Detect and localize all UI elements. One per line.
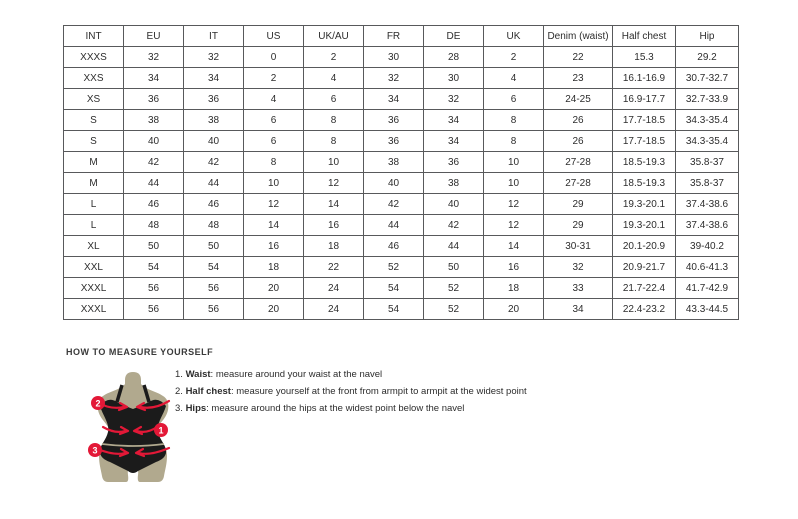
table-cell: 40 <box>124 131 184 152</box>
table-cell: 30.7-32.7 <box>676 68 739 89</box>
table-cell: 16 <box>484 257 544 278</box>
table-cell: 46 <box>124 194 184 215</box>
table-cell: 37.4-38.6 <box>676 215 739 236</box>
step-number: 3. <box>175 403 186 414</box>
table-cell: 37.4-38.6 <box>676 194 739 215</box>
table-cell: 24 <box>304 299 364 320</box>
table-cell: 42 <box>184 152 244 173</box>
table-cell: XXXL <box>64 278 124 299</box>
table-cell: XL <box>64 236 124 257</box>
table-cell: 52 <box>424 299 484 320</box>
table-cell: 34.3-35.4 <box>676 110 739 131</box>
table-cell: 8 <box>304 131 364 152</box>
step-number: 2. <box>175 386 186 397</box>
table-cell: 12 <box>304 173 364 194</box>
table-cell: 26 <box>544 131 613 152</box>
table-cell: 35.8-37 <box>676 173 739 194</box>
table-cell: 4 <box>244 89 304 110</box>
table-cell: 32 <box>424 89 484 110</box>
step-text: : measure yourself at the front from armpit to armpit at the widest point <box>230 386 527 397</box>
table-cell: 22 <box>304 257 364 278</box>
table-cell: 42 <box>124 152 184 173</box>
table-cell: 8 <box>304 110 364 131</box>
table-row <box>64 278 739 299</box>
measure-step <box>175 366 527 383</box>
hips-badge-number: 3 <box>92 445 98 456</box>
table-cell: 54 <box>184 257 244 278</box>
table-cell: 48 <box>184 215 244 236</box>
table-cell: 44 <box>184 173 244 194</box>
table-cell: 52 <box>364 257 424 278</box>
step-number: 1. <box>175 369 186 380</box>
table-cell: 35.8-37 <box>676 152 739 173</box>
table-cell: 44 <box>124 173 184 194</box>
table-cell: 32 <box>184 47 244 68</box>
table-cell: 54 <box>364 278 424 299</box>
table-cell: 8 <box>244 152 304 173</box>
table-cell: 33 <box>544 278 613 299</box>
table-cell: S <box>64 131 124 152</box>
step-text: : measure around your waist at the navel <box>210 369 383 380</box>
table-cell: S <box>64 110 124 131</box>
size-table-body <box>64 47 739 320</box>
table-cell: 32 <box>364 68 424 89</box>
table-cell: XXXL <box>64 299 124 320</box>
table-cell: 10 <box>484 152 544 173</box>
table-cell: 40.6-41.3 <box>676 257 739 278</box>
table-cell: M <box>64 173 124 194</box>
table-cell: 50 <box>124 236 184 257</box>
column-header: EU <box>124 26 184 47</box>
table-cell: 30 <box>424 68 484 89</box>
table-cell: 52 <box>424 278 484 299</box>
measure-step <box>175 400 527 417</box>
table-cell: 50 <box>424 257 484 278</box>
column-header: FR <box>364 26 424 47</box>
table-cell: 50 <box>184 236 244 257</box>
table-cell: 32 <box>124 47 184 68</box>
table-cell: 44 <box>364 215 424 236</box>
table-cell: 8 <box>484 110 544 131</box>
table-cell: 36 <box>124 89 184 110</box>
table-cell: 48 <box>124 215 184 236</box>
table-cell: 10 <box>484 173 544 194</box>
column-header: US <box>244 26 304 47</box>
table-cell: 24-25 <box>544 89 613 110</box>
table-row <box>64 110 739 131</box>
table-cell: 34 <box>184 68 244 89</box>
table-cell: 18 <box>484 278 544 299</box>
table-cell: 34 <box>544 299 613 320</box>
table-cell: 38 <box>364 152 424 173</box>
column-header: INT <box>64 26 124 47</box>
table-cell: 54 <box>364 299 424 320</box>
table-cell: XXXS <box>64 47 124 68</box>
table-cell: M <box>64 152 124 173</box>
table-cell: 46 <box>364 236 424 257</box>
table-cell: 12 <box>484 194 544 215</box>
table-cell: 16.9-17.7 <box>613 89 676 110</box>
column-header: DE <box>424 26 484 47</box>
column-header: UK <box>484 26 544 47</box>
table-cell: 0 <box>244 47 304 68</box>
column-header: Denim (waist) <box>544 26 613 47</box>
table-cell: 43.3-44.5 <box>676 299 739 320</box>
table-row <box>64 215 739 236</box>
step-text: : measure around the hips at the widest point below the navel <box>206 403 465 414</box>
table-cell: L <box>64 215 124 236</box>
table-row <box>64 257 739 278</box>
table-cell: 56 <box>124 278 184 299</box>
size-table <box>63 25 739 320</box>
table-row <box>64 47 739 68</box>
table-cell: 2 <box>304 47 364 68</box>
table-cell: 23 <box>544 68 613 89</box>
table-cell: L <box>64 194 124 215</box>
column-header: Hip <box>676 26 739 47</box>
table-cell: 30-31 <box>544 236 613 257</box>
table-cell: 14 <box>244 215 304 236</box>
table-cell: 28 <box>424 47 484 68</box>
table-cell: 56 <box>184 278 244 299</box>
table-cell: 30 <box>364 47 424 68</box>
table-cell: 15.3 <box>613 47 676 68</box>
measure-step <box>175 383 527 400</box>
table-cell: 20 <box>244 278 304 299</box>
table-cell: 56 <box>184 299 244 320</box>
table-cell: 18 <box>244 257 304 278</box>
table-cell: 20.1-20.9 <box>613 236 676 257</box>
table-cell: 16 <box>244 236 304 257</box>
table-cell: 20.9-21.7 <box>613 257 676 278</box>
table-row <box>64 68 739 89</box>
column-header: Half chest <box>613 26 676 47</box>
measurement-figure-illustration <box>70 372 200 487</box>
table-row <box>64 152 739 173</box>
table-cell: 4 <box>304 68 364 89</box>
table-cell: XXL <box>64 257 124 278</box>
table-cell: 4 <box>484 68 544 89</box>
table-cell: 8 <box>484 131 544 152</box>
table-cell: 12 <box>244 194 304 215</box>
table-cell: 42 <box>424 215 484 236</box>
hips-badge <box>88 443 102 457</box>
table-cell: 2 <box>484 47 544 68</box>
table-cell: 38 <box>124 110 184 131</box>
measure-section-heading: HOW TO MEASURE YOURSELF <box>66 347 214 357</box>
table-cell: 16.1-16.9 <box>613 68 676 89</box>
table-row <box>64 131 739 152</box>
table-cell: 14 <box>484 236 544 257</box>
header-row <box>64 26 739 47</box>
table-cell: 19.3-20.1 <box>613 215 676 236</box>
table-cell: 18.5-19.3 <box>613 152 676 173</box>
size-table-header <box>64 26 739 47</box>
table-cell: 56 <box>124 299 184 320</box>
table-cell: 20 <box>244 299 304 320</box>
table-cell: XS <box>64 89 124 110</box>
table-cell: 2 <box>244 68 304 89</box>
table-cell: 6 <box>244 110 304 131</box>
table-cell: XXS <box>64 68 124 89</box>
table-cell: 40 <box>364 173 424 194</box>
table-cell: 44 <box>424 236 484 257</box>
table-cell: 17.7-18.5 <box>613 110 676 131</box>
table-cell: 38 <box>184 110 244 131</box>
table-cell: 6 <box>244 131 304 152</box>
table-row <box>64 194 739 215</box>
table-cell: 10 <box>304 152 364 173</box>
table-cell: 34 <box>424 110 484 131</box>
table-row <box>64 89 739 110</box>
table-row <box>64 173 739 194</box>
step-label: Waist <box>185 369 211 380</box>
table-cell: 16 <box>304 215 364 236</box>
column-header: IT <box>184 26 244 47</box>
chest-badge-number: 2 <box>95 398 101 409</box>
table-cell: 6 <box>304 89 364 110</box>
table-cell: 32 <box>544 257 613 278</box>
table-cell: 34 <box>424 131 484 152</box>
table-cell: 40 <box>184 131 244 152</box>
table-cell: 6 <box>484 89 544 110</box>
table-cell: 42 <box>364 194 424 215</box>
step-label: Hips <box>185 403 207 414</box>
table-cell: 46 <box>184 194 244 215</box>
table-cell: 10 <box>244 173 304 194</box>
table-cell: 38 <box>424 173 484 194</box>
table-cell: 18 <box>304 236 364 257</box>
table-cell: 18.5-19.3 <box>613 173 676 194</box>
waist-badge <box>154 423 168 437</box>
table-cell: 12 <box>484 215 544 236</box>
table-cell: 29 <box>544 194 613 215</box>
table-cell: 32.7-33.9 <box>676 89 739 110</box>
table-cell: 24 <box>304 278 364 299</box>
table-cell: 36 <box>364 110 424 131</box>
table-cell: 34 <box>364 89 424 110</box>
table-cell: 36 <box>184 89 244 110</box>
table-cell: 22 <box>544 47 613 68</box>
table-cell: 34.3-35.4 <box>676 131 739 152</box>
measure-steps-list <box>175 366 527 417</box>
table-cell: 20 <box>484 299 544 320</box>
table-cell: 17.7-18.5 <box>613 131 676 152</box>
chest-badge <box>91 396 105 410</box>
table-row <box>64 236 739 257</box>
table-cell: 27-28 <box>544 152 613 173</box>
table-cell: 21.7-22.4 <box>613 278 676 299</box>
table-cell: 22.4-23.2 <box>613 299 676 320</box>
table-cell: 36 <box>364 131 424 152</box>
table-cell: 26 <box>544 110 613 131</box>
table-cell: 29 <box>544 215 613 236</box>
table-cell: 14 <box>304 194 364 215</box>
table-cell: 27-28 <box>544 173 613 194</box>
table-cell: 40 <box>424 194 484 215</box>
table-row <box>64 299 739 320</box>
table-cell: 34 <box>124 68 184 89</box>
waist-badge-number: 1 <box>158 425 164 436</box>
table-cell: 36 <box>424 152 484 173</box>
size-table-container <box>63 25 738 320</box>
table-cell: 54 <box>124 257 184 278</box>
table-cell: 41.7-42.9 <box>676 278 739 299</box>
table-cell: 29.2 <box>676 47 739 68</box>
column-header: UK/AU <box>304 26 364 47</box>
table-cell: 39-40.2 <box>676 236 739 257</box>
table-cell: 19.3-20.1 <box>613 194 676 215</box>
step-label: Half chest <box>185 386 231 397</box>
